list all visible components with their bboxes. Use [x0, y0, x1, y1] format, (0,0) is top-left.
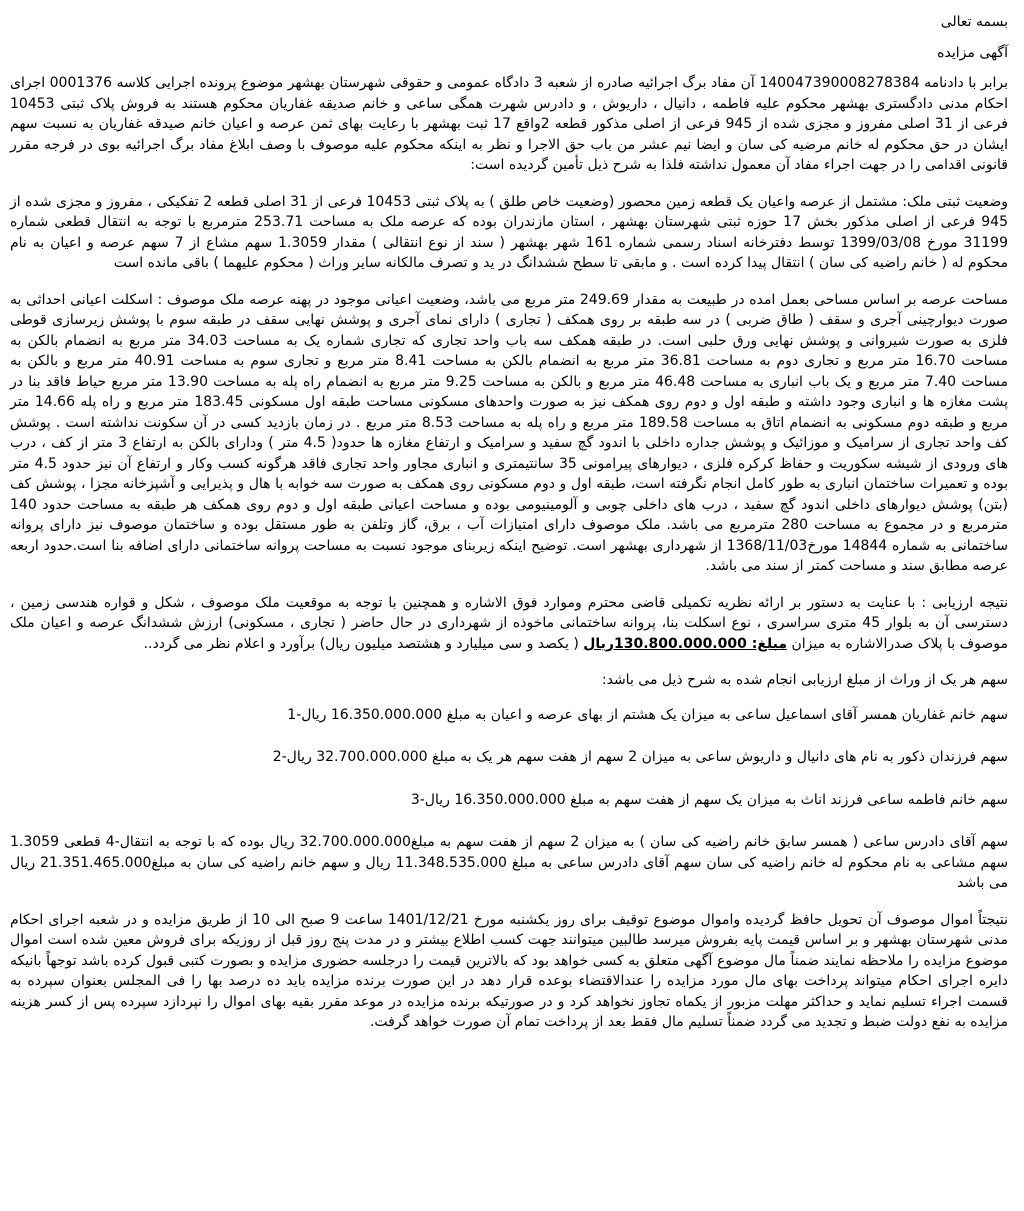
valuation-paragraph	[10, 593, 1008, 655]
valuation-amount: مبلغ: 130.800.000.000ریال	[583, 635, 787, 652]
shares-intro: سهم هر یک از وراث از مبلغ ارزیابی انجام شده به شرح ذیل می باشد:	[601, 672, 1008, 688]
registry-status-paragraph: وضعیت ثبتی ملک: مشتمل از عرصه واعیان یک قطعه زمین محصور (وضعیت خاص طلق ) به پلاک ثبتی 10453 فرعی از 31 اصلی قطعه 2 تفکیکی ، مفروز و مجزی شده از 945 فرعی از اصلی مذکور بخش 17 حوزه ثبتی شهرستان بهشهر ، استان مازندران بوده که عرصه ملک به مساحت 253.71 مترمربع با توجه به انتقال قطعی شماره 31199 مورخ 1399/03/08 توسط دفترخانه اسناد رسمی شماره 161 شهر بهشهر ( سند از نوع انتقالی ) مقدار 1.3059 سهم مشاع از 7 سهم عرصه و اعیان به نام محکوم له ( خانم راضیه کی سان ) انتقال پیدا کرده است . و مابقی تا سطح ششدانگ در ید و تصرف مالکانه سایر وراث ( محکوم علیهما ) باقی مانده است	[10, 193, 1008, 271]
basmala-heading: بسمه تعالی	[940, 14, 1008, 30]
intro-paragraph: برابر با دادنامه 140047390008278384 آن مفاد برگ اجرائیه صادره از شعبه 3 دادگاه عمومی و حقوقی شهرستان بهشهر موضوع پرونده اجرایی کلاسه 0001376 اجرای احکام مدنی دادگستری بهشهر محکوم علیه فاطمه ، دانیال ، داریوش ، و دادرس شهرت همگی ساعی و خانم صدیقه غفاریان محکوم هستند به فروش پلاک ثبتی 10453 فرعی از 31 اصلی مفروز و مجزی شده از 945 فرعی از اصلی مذکور قطعه 2واقع 17 ثبت بهشهر با رعایت بهای ثمن عرصه و اعیان خانم صیدقه غفاریان به نسبت سهم ایشان در حق محکوم له خانم مرضیه کی سان و ایضا نیم عشر من باب حق الاجرا و نظر به اینکه محکوم علیه موصوف با وصف ابلاغ مفاد برگ اجرائیه بوی در فرجه مقرر قانونی اقدامی را در جهت اجراء مفاد آن معمول نداشته فلذا به شرح ذیل تأمین گردیده است:	[10, 75, 1009, 173]
share-item-4: سهم آقای دادرس ساعی ( همسر سابق خانم راضیه کی سان ) به میزان 2 سهم از هفت سهم به مبلغ32.700.000.000 ریال بوده که با توجه به انتقال-4 قطعی 1.3059 سهم مشاعی به نام محکوم له خانم راضیه کی سان سهم آقای دادرس ساعی به مبلغ 11.348.535.000 ریال و سهم خانم راضیه کی سان به مبلغ21.351.465.000 ریال می باشد	[10, 834, 1009, 891]
share-item-1: سهم خانم غفاریان همسر آقای اسماعیل ساعی به میزان یک هشتم از بهای عرصه و اعیان به مبلغ 16.350.000.000 ریال-1	[287, 706, 1008, 723]
valuation-text-before: نتیجه ارزیابی : با عنایت به دستور بر ارائه نظریه تکمیلی قاضی محترم وموارد فوق الاشاره و همچنین با توجه به موقعیت ملک موصوف ، شکل و قواره هندسی زمین ، دسترسی آن به بلوار 45 متری سراسری ، نوع اسکلت بنا، پروانه ساختمانی ماخوذه از شهرداری در حال حاضر ( تجاری ، مسکونی) ارزش ششدانگ عرصه و اعیان ملک موصوف با پلاک صدرالاشاره به میزان	[10, 594, 1009, 652]
area-description-paragraph: مساحت عرصه بر اساس مساحی بعمل امده در طبیعت به مقدار 249.69 متر مربع می باشد، وضعیت اعیانی موجود در پهنه عرصه ملک موصوف : اسکلت اعیانی احداثی به صورت دیوارچینی آجری و سقف ( طاق ضربی ) در سه طبقه بر روی همکف ( تجاری ) دارای نمای آجری و پوشش نهایی سقف در طبقه سوم با پوشش زیرسازی قوطی فلزی به صورت شیروانی و پوشش نهایی ورق حلبی است. در طبقه همکف سه باب واحد تجاری که تجاری شماره یک به مساحت 34.03 متر مربع به انضمام بالکن به مساحت 16.70 متر مربع و تجاری دوم به مساحت 36.81 متر مربع به انضمام بالکن به مساحت 8.41 متر مربع و تجاری سوم به مساحت 40.91 متر مربع و بالکن به مساحت 7.40 متر مربع و یک باب انباری به مساحت 46.48 متر مربع و بالکن به مساحت 9.25 متر مربع به انضمام راه پله به مساحت 13.90 متر مربع حیاط فاقد بنا در پشت مغازه ها و انباری وجود داشته و طبقه اول و دوم روی همکف نیز به صورت واحدهای مسکونی مساحت طبقه اول مسکونی 183.45 متر مربع و راه پله 14.66 متر مربع و طبقه دوم مسکونی به انضمام اتاق به مساحت 189.58 متر مربع و راه پله به مساحت 8.53 متر مربع . در زمان بازدید کسی در آن سکونت نداشته است . پوشش کف واحد تجاری از سرامیک و موزائیک و پوشش جداره داخلی با اندود گچ سفید و سرامیک و ارتفاع مغازه ها حدود( 4.5 متر ) ودارای بالکن به ارتفاع 3 متر از کف ، درب های ورودی از شیشه سکوریت و حفاظ کرکره فلزی ، دیوارهای پیرامونی 35 سانتیمتری و انباری مجاور واحد تجاری فاقد هرگونه کسب وکار و ارتفاع آن نیز حدود 4.5 متر بوده و تعمیرات ساختمان انباری به طور کامل انجام نگرفته است، طبقه اول و دوم مسکونی روی همکف به صورت سه خوابه با هال و پذیرایی و آشپزخانه مجزا ، پوشش کف (بتن) پوشش دیوارهای داخلی اندود گچ سفید ، درب های داخلی چوبی و آلومینیومی بوده و مساحت اعیانی طبقه اول و دوم روی همکف هر طبقه به مساحت حدود 140 مترمربع و در مجموع به مساحت 280 مترمربع می باشد. ملک موصوف دارای امتیازات آب ، برق، گاز وتلفن به طور مستقل بوده و ساختمان موصوف نیز دارای پروانه ساختمانی به شماره 14844 مورخ1368/11/03 از شهرداری بهشهر است. توضیح اینکه زیربنای موجود نسبت به مساحت پروانه ساختمانی دارای اضافه بنا است.حدود اربعه عرصه مطابق سند و مساحت کمتر از سند می باشد.	[10, 291, 1009, 574]
share-item-2: سهم فرزندان ذکور به نام های دانیال و داریوش ساعی به میزان 2 سهم از هفت سهم هر یک به مبلغ 32.700.000.000 ریال-2	[272, 749, 1008, 765]
closing-paragraph: نتیجتاً اموال موصوف آن تحویل حافظ گردیده واموال موضوع توقیف برای روز یکشنبه مورخ 1401/12/21 ساعت 9 صبح الی 10 از طریق مزایده و در شعبه اجرای احکام مدنی شهرستان بهشهر و بر اساس قیمت پایه بفروش میرسد طالبین میتوانند جهت کسب اطلاع بیشتر و در مدت پنج روز قبل از روزیکه برای فروش معین شده است اموال موضوع مزایده را ملاحظه نمایند ضمناً مال موضوع آگهی متعلق به کسی خواهد بود که بالاترین قیمت را درجلسه حضوری مزایده و بصورت کتبی قبول کرده باشد توجهاً بانیکه دایره اجرای احکام میتواند پرداخت بهای مال مورد مزایده را عندالاقتضاء بوعده قرار دهد در این صورت برنده مزایده باید ده درصد بها را فی المجلس بعنوان سپرده به قسمت اجراء تسلیم نماید و حداکثر مهلت مزبور از یکماه تجاوز نخواهد کرد و در صورتیکه برنده مزایده در موعد مقرر بقیه بهای اموال را نپردازد سپرده پس از کسر هزینه مزایده به نفع دولت ضبط و تجدید می گردد ضمناً تسلیم مال فقط بعد از پرداخت تمام آن صورت خواهد گرفت.	[10, 911, 1009, 1030]
notice-title: آگهی مزایده	[937, 44, 1008, 61]
valuation-text-after: ( یکصد و سی میلیارد و هشتصد میلیون ریال) برآورد و اعلام نظر می گردد..	[143, 635, 584, 652]
share-item-3: سهم خانم فاطمه ساعی فرزند اناث به میزان یک سهم از هفت سهم به مبلغ 16.350.000.000 ریال-3	[410, 791, 1008, 808]
